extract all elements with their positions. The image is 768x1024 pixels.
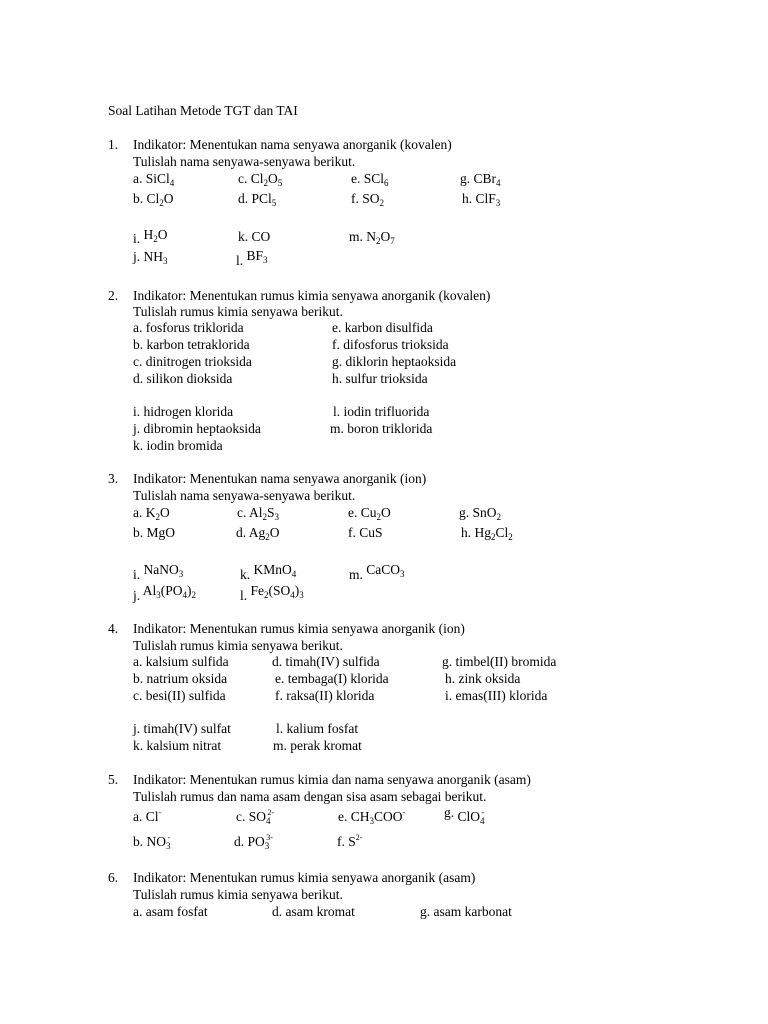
q3-indicator: Indikator: Menentukan nama senyawa anorganik (ion) <box>133 471 427 486</box>
q2-item-i: i. hidrogen klorida <box>133 404 234 419</box>
q4-indicator: Indikator: Menentukan rumus kimia senyawa anorganik (ion) <box>133 621 465 636</box>
q4-item-i: i. emas(III) klorida <box>445 688 548 703</box>
q3-item-a: a. $K_2O$ <box>133 505 170 522</box>
q6-item-g: g. asam karbonat <box>420 904 512 919</box>
q2-number: 2. <box>108 288 119 303</box>
q5-item-e: e. $CH_3COO^-$ <box>338 808 406 826</box>
q4-item-l: l. kalium fosfat <box>276 721 359 736</box>
q3-item-l: l. $Fe_2(SO_4)_3$ <box>240 583 304 603</box>
q2-item-e: e. karbon disulfida <box>332 320 433 335</box>
q2-instruction: Tulislah rumus kimia senyawa berikut. <box>133 304 343 319</box>
q1-item-f: f. $SO_2$ <box>351 191 385 208</box>
q1-item-l: l. $BF_3$ <box>236 248 268 268</box>
q2-item-m: m. boron triklorida <box>330 421 433 436</box>
document-title: Soal Latihan Metode TGT dan TAI <box>108 103 298 118</box>
q4-item-j: j. timah(IV) sulfat <box>133 721 231 736</box>
q4-number: 4. <box>108 621 119 636</box>
q1-item-a: a. SiCl$_4$ <box>133 171 175 188</box>
q5-item-g: g. ClO$_4$- <box>444 805 485 826</box>
q1-item-h: h. ClF$_3$ <box>462 191 501 208</box>
q3-item-h: h. $Hg_2Cl_2$ <box>461 525 513 542</box>
q1-item-m: m. $N_2O_7$ <box>349 229 395 246</box>
q2-item-b: b. karbon tetraklorida <box>133 337 250 352</box>
q3-item-d: d. $Ag_2O$ <box>236 525 280 542</box>
q6-number: 6. <box>108 870 119 885</box>
q1-item-k: k. CO <box>238 229 271 244</box>
q2-item-j: j. dibromin heptaoksida <box>133 421 261 436</box>
q2-item-g: g. diklorin heptaoksida <box>332 354 457 369</box>
q1-indicator: Indikator: Menentukan nama senyawa anorganik (kovalen) <box>133 137 452 152</box>
q1-item-g: g. CBr$_4$ <box>460 171 501 188</box>
q1-item-i: i. $H_2O$ <box>133 227 168 246</box>
q6-instruction: Tulislah rumus kimia senyawa berikut. <box>133 887 343 902</box>
q4-item-e: e. tembaga(I) klorida <box>275 671 389 686</box>
q1-item-e: e. SCl$_6$ <box>351 171 389 188</box>
q4-item-c: c. besi(II) sulfida <box>133 688 226 703</box>
q1-instruction: Tulislah nama senyawa-senyawa berikut. <box>133 154 356 169</box>
q5-number: 5. <box>108 772 119 787</box>
q2-item-l: l. iodin trifluorida <box>333 404 430 419</box>
q2-item-a: a. fosforus triklorida <box>133 320 244 335</box>
q3-item-j: j. $Al_3(PO_4)_2$ <box>133 583 197 603</box>
q1-item-d: d. PCl$_5$ <box>238 191 277 208</box>
q4-item-b: b. natrium oksida <box>133 671 228 686</box>
q2-item-d: d. silikon dioksida <box>133 371 233 386</box>
q5-item-b: b. $NO_3^-$ <box>133 833 171 851</box>
q5-item-f: f. $S^{2-}$ <box>337 833 363 849</box>
q3-item-g: g. SnO$_2$ <box>459 505 502 522</box>
q5-item-a: a. Cl- <box>133 808 162 824</box>
q5-item-d: d. $PO_3^{3-}$ <box>234 833 273 851</box>
q3-item-i: i. NaNO$_3$ <box>133 562 184 582</box>
q4-item-g: g. timbel(II) bromida <box>442 654 557 669</box>
q4-item-k: k. kalsium nitrat <box>133 738 222 753</box>
q5-indicator: Indikator: Menentukan rumus kimia dan nama senyawa anorganik (asam) <box>133 772 531 787</box>
q1-item-b: b. $Cl_2O$ <box>133 191 174 208</box>
q6-item-d: d. asam kromat <box>272 904 355 919</box>
q2-item-k: k. iodin bromida <box>133 438 223 453</box>
q1-item-c: c. $Cl_2O_5$ <box>238 171 283 188</box>
q2-item-c: c. dinitrogen trioksida <box>133 354 252 369</box>
q2-indicator: Indikator: Menentukan rumus kimia senyawa anorganik (kovalen) <box>133 288 491 303</box>
q4-item-m: m. perak kromat <box>273 738 362 753</box>
q3-item-m: m. CaCO$_3$ <box>349 562 405 582</box>
q2-item-h: h. sulfur trioksida <box>332 371 428 386</box>
q5-instruction: Tulislah rumus dan nama asam dengan sisa asam sebagai berikut. <box>133 789 487 804</box>
q3-number: 3. <box>108 471 119 486</box>
q4-item-d: d. timah(IV) sulfida <box>272 654 380 669</box>
q4-item-a: a. kalsium sulfida <box>133 654 229 669</box>
q1-item-j: j. $NH_3$ <box>133 249 168 266</box>
q6-item-a: a. asam fosfat <box>133 904 208 919</box>
q3-instruction: Tulislah nama senyawa-senyawa berikut. <box>133 488 356 503</box>
q3-item-k: k. KMnO$_4$ <box>240 562 297 582</box>
q2-item-f: f. difosforus trioksida <box>332 337 449 352</box>
q3-item-b: b. MgO <box>133 525 176 540</box>
q4-item-h: h. zink oksida <box>445 671 521 686</box>
q4-instruction: Tulislah rumus kimia senyawa berikut. <box>133 638 343 653</box>
q6-indicator: Indikator: Menentukan rumus kimia senyawa anorganik (asam) <box>133 870 476 885</box>
q3-item-f: f. CuS <box>348 525 383 540</box>
q5-item-c: c. $SO_4^{2-}$ <box>236 808 275 826</box>
q3-item-c: c. $Al_2S_3$ <box>237 505 280 522</box>
q1-number: 1. <box>108 137 119 152</box>
q3-item-e: e. $Cu_2O$ <box>348 505 391 522</box>
q4-item-f: f. raksa(II) klorida <box>275 688 375 703</box>
